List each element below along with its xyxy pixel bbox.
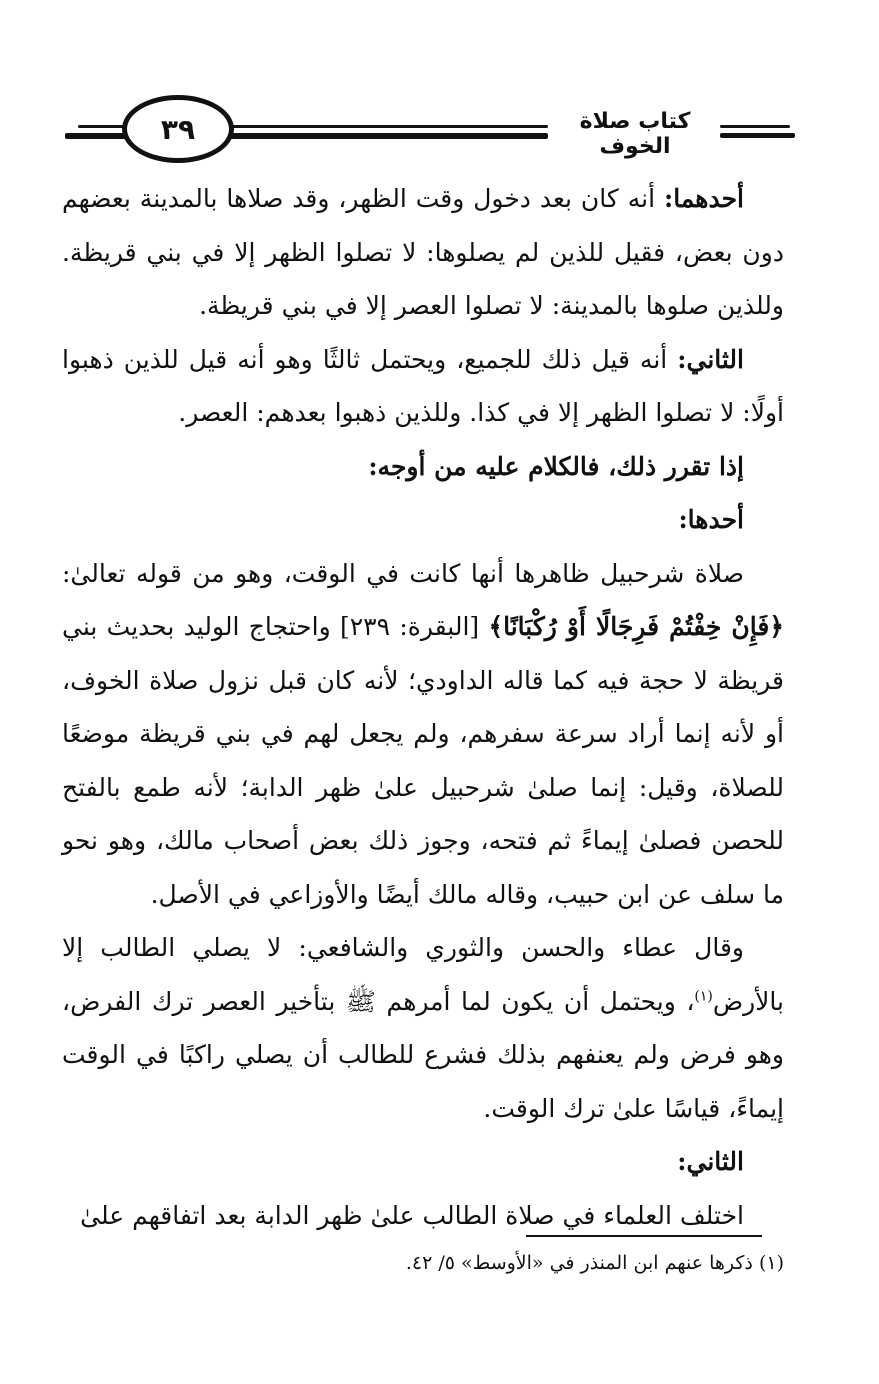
body-text: [62, 172, 784, 1242]
section-heading: الثاني:: [677, 1147, 744, 1176]
footnote-separator: [526, 1235, 762, 1237]
paragraph-text: أنه كان بعد دخول وقت الظهر، وقد صلاها بالمدينة بعضهم دون بعض، فقيل للذين لم يصلوها: لا تصلوا الظهر إلا في بني قريظة. وللذين صلوها بالمدينة: لا تصلوا العصر إلا في بني قريظة.: [62, 184, 784, 320]
paragraph: [62, 547, 784, 922]
running-title: كتاب صلاة الخوف: [579, 109, 691, 159]
paragraph: اختلف العلماء في صلاة الطالب علىٰ ظهر الدابة بعد اتفاقهم علىٰ: [80, 1200, 744, 1230]
header-rule: [720, 133, 795, 138]
footnote: [62, 1248, 784, 1278]
header-rule: [200, 125, 548, 128]
paragraph-lead: الثاني:: [677, 344, 744, 374]
paragraph-text: أنه قيل ذلك للجميع، ويحتمل ثالثًا وهو أنه قيل للذين ذهبوا أولًا: لا تصلوا الظهر إلا في كذا. وللذين ذهبوا بعدهم: العصر.: [62, 344, 784, 427]
paragraph-text: وقال عطاء والحسن والثوري والشافعي: لا يصلي الطالب إلا بالأرض: [62, 933, 784, 1016]
quran-verse: ﴿فَإِنْ خِفْتُمْ فَرِجَالًا أَوْ رُكْبَانًا﴾: [488, 612, 785, 641]
section-heading: إذا تقرر ذلك، فالكلام عليه من أوجه:: [368, 451, 744, 481]
section-heading: أحدها:: [678, 505, 744, 534]
header-rule: [720, 125, 790, 128]
paragraph: [62, 333, 784, 440]
footnote-marker: (١): [758, 1252, 784, 1274]
paragraph-text: صلاة شرحبيل ظاهرها أنها كانت في الوقت، وهو من قوله تعالىٰ:: [62, 558, 744, 588]
paragraph: [62, 921, 784, 1135]
paragraph: [62, 172, 784, 333]
paragraph-text: ، ويحتمل أن يكون لما أمرهم ﷺ بتأخير العصر ترك الفرض، وهو فرض ولم يعنفهم بذلك فشرع للطالب أن يصلي راكبًا في الوقت إيماءً، قياسًا علىٰ ترك الوقت.: [62, 986, 784, 1123]
paragraph-text: [البقرة: ٢٣٩] واحتجاج الوليد بحديث بني قريظة لا حجة فيه كما قاله الداودي؛ لأنه كان قبل نزول صلاة الخوف، أو لأنه إنما أراد سرعة سفرهم، ولم يجعل لهم في بني قريظة موضعًا للصلاة، وقيل: إنما صلىٰ شرحبيل علىٰ ظهر الدابة؛ لأنه طمع بالفتح للحصن فصلىٰ إيماءً ثم فتحه، وجوز ذلك بعض أصحاب مالك، وهو نحو ما سلف عن ابن حبيب، وقاله مالك أيضًا والأوزاعي في الأصل.: [62, 612, 784, 909]
footnote-reference[interactable]: (١): [694, 988, 713, 1005]
footnote-text: ذكرها عنهم ابن المنذر في «الأوسط» ٥/ ٤٢.: [405, 1252, 753, 1274]
page-header: [40, 95, 820, 175]
page-number: ٣٩: [122, 95, 234, 163]
paragraph-lead: أحدهما:: [663, 184, 744, 213]
header-rule: [200, 133, 548, 139]
